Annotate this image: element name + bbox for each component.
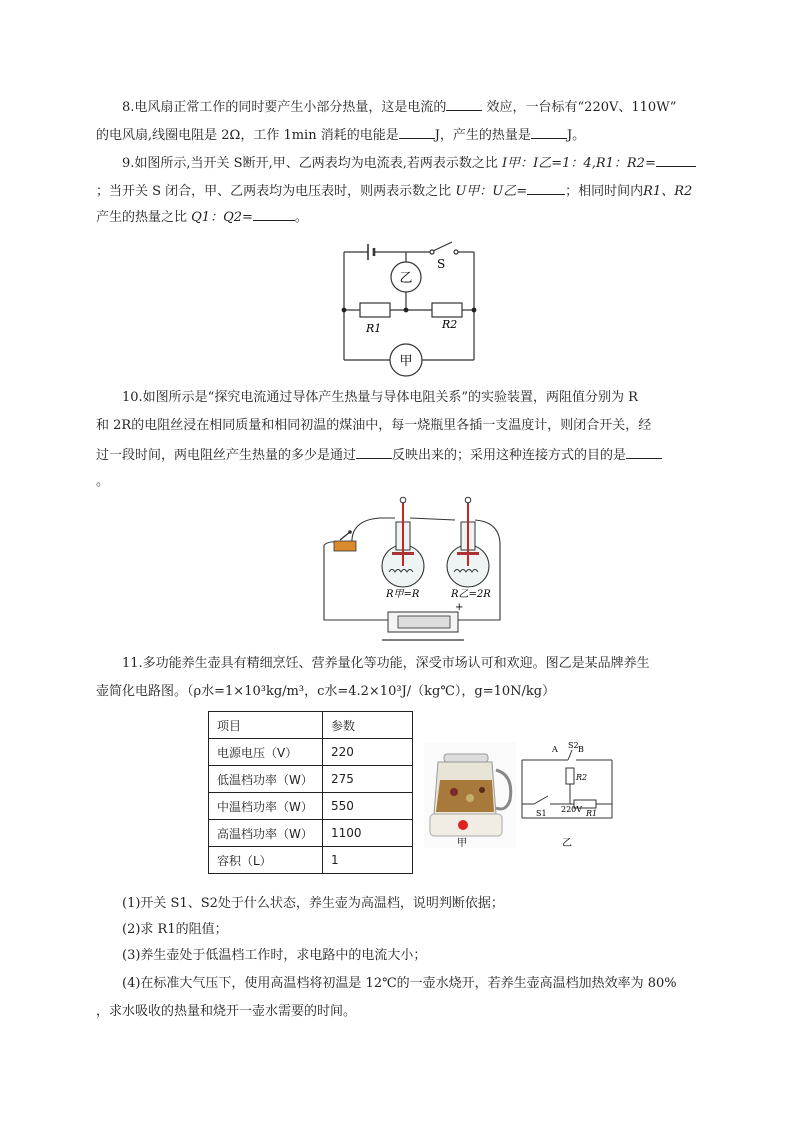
q11-sub4-line1: (4)在标准大气压下，使用高温档将初温是 12℃的一壶水烧开，若养生壶高温档加热效率为 80% — [122, 976, 677, 991]
meter-jia-label: 甲 — [399, 354, 413, 369]
table-row: 容积（L） 1 — [209, 847, 413, 874]
s2-label: S2 — [568, 741, 579, 750]
table-header-row: 项目 参数 — [209, 712, 413, 739]
figure-jia-label: 甲 — [457, 838, 467, 849]
q8-line1: 8.电风扇正常工作的同时要产生小部分热量，这是电流的 效应，一台标有“220V、110W” — [122, 100, 677, 115]
q10-line1: 10.如图所示是“探究电流通过导体产生热量与导体电阻关系”的实验装置，两阻值分别为 R — [122, 390, 638, 405]
q9-line1: 9.如图所示,当开关 S断开,甲、乙两表均为电流表,若两表示数之比 I甲：I乙=1：4,R1：R2= — [122, 154, 696, 172]
q11-sub1: (1)开关 S1、S2处于什么状态，养生壶为高温档，说明判断依据； — [122, 896, 504, 911]
table-row: 高温档功率（W） 1100 — [209, 820, 413, 847]
flask-right-label: R乙=2R — [451, 589, 491, 600]
s1-label: S1 — [536, 809, 547, 818]
q10-line4: 。 — [96, 474, 110, 489]
table-row: 中温档功率（W） 550 — [209, 793, 413, 820]
r1-label: R1 — [366, 322, 382, 335]
point-b-label: B — [578, 745, 584, 754]
figure-yi-label: 乙 — [562, 838, 572, 849]
point-a-label: A — [552, 745, 558, 754]
q9-line3: 产生的热量之比 Q1：Q2= 。 — [96, 210, 308, 225]
q11-line1: 11.多功能养生壶具有精细烹饪、营养量化等功能，深受市场认可和欢迎。图乙是某品牌养生 — [122, 656, 650, 671]
kettle-photo-icon — [424, 742, 516, 848]
flask-left-label: R甲=R — [386, 589, 420, 600]
r2-label: R2 — [442, 318, 458, 331]
q9-line2: ；当开关 S 闭合，甲、乙两表均为电压表时，则两表示数之比 U甲：U乙= ；相同时间内R1、R2 — [96, 184, 693, 199]
q8-line2: 的电风扇,线圈电阻是 2Ω，工作 1min 消耗的电能是 J，产生的热量是 J。 — [96, 128, 586, 143]
table-row: 低温档功率（W） 275 — [209, 766, 413, 793]
q10-line2: 和 2R的电阻丝浸在相同质量和相同初温的煤油中，每一烧瓶里各插一支温度计，则闭合开关，经 — [96, 418, 652, 433]
r2-label: R2 — [576, 773, 588, 782]
q11-sub2: (2)求 R1的阻值； — [122, 922, 228, 937]
svg-text:+: + — [455, 602, 464, 613]
r1-label: R1 — [586, 809, 598, 818]
table-row: 电源电压（V） 220 — [209, 739, 413, 766]
q10-line3: 过一段时间，两电阻丝产生热量的多少是通过 反映出来的；采用这种连接方式的目的是 — [96, 446, 662, 464]
q11-sub4-line2: ，求水吸收的热量和烧开一壶水需要的时间。 — [96, 1004, 357, 1019]
q11-line2: 壶简化电路图。（ρ水=1×10³kg/m³，c水=4.2×10³J/（kg℃），g=10N/kg） — [96, 684, 556, 699]
voltage-label: 220V — [561, 805, 583, 814]
q11-sub3: (3)养生壶处于低温档工作时，求电路中的电流大小； — [122, 948, 427, 963]
meter-yi-label: 乙 — [399, 271, 413, 286]
switch-label: S — [437, 257, 446, 271]
